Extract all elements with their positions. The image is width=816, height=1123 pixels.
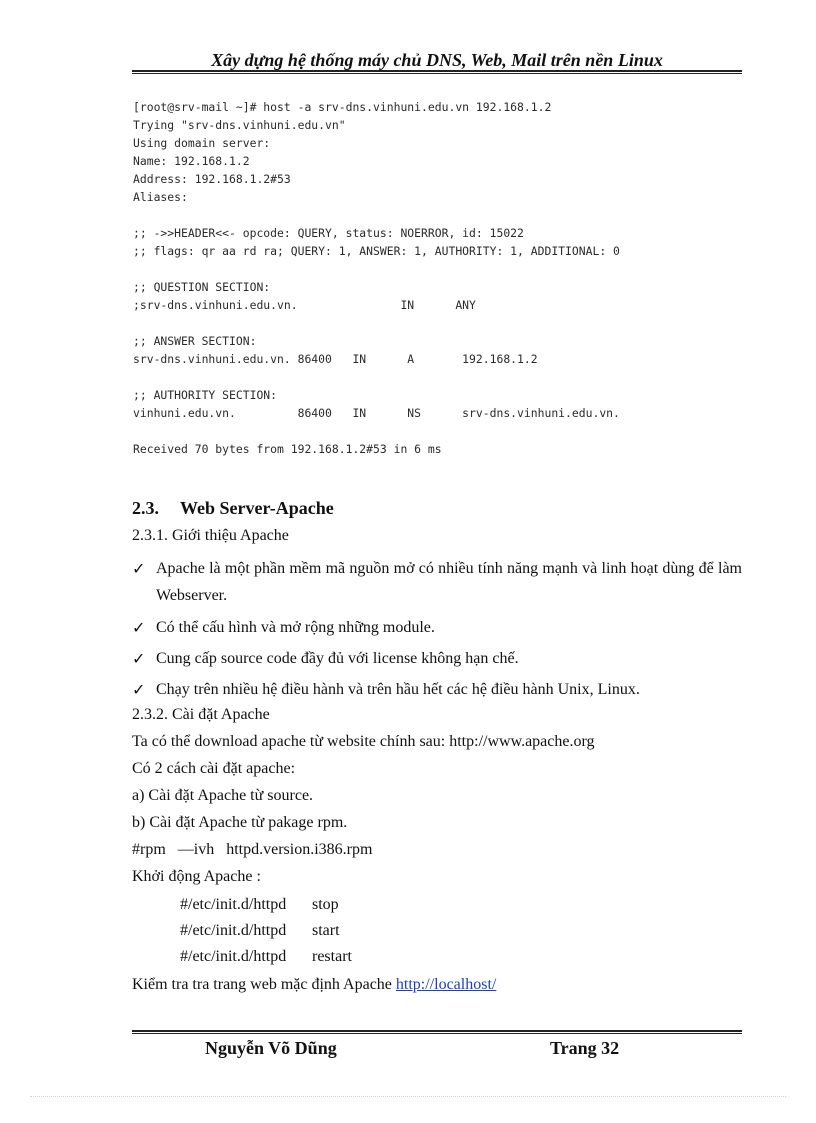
download-text: Ta có thể download apache từ website chính sau: http://www.apache.org [132, 733, 595, 750]
terminal-line: Trying "srv-dns.vinhuni.edu.vn" [133, 118, 346, 132]
checkmark-icon: ✓ [132, 559, 146, 578]
header-rule [132, 70, 742, 74]
bullet-text: Có thể cấu hình và mở rộng những module. [156, 619, 435, 636]
rpm-command: #rpm —ivh httpd.version.i386.rpm [132, 841, 373, 858]
terminal-line [133, 206, 753, 224]
subsection-install-heading: 2.3.2. Cài đặt Apache [132, 706, 270, 723]
footer-page-number: Trang 32 [550, 1038, 620, 1058]
section-title: Web Server-Apache [180, 498, 334, 518]
bullet-item [132, 614, 742, 641]
terminal-line: Name: 192.168.1.2 [133, 154, 250, 168]
bullet-text: Chạy trên nhiều hệ điều hành và trên hầu hết các hệ điều hành Unix, Linux. [156, 681, 640, 698]
terminal-line [133, 260, 753, 278]
subsection-intro-heading: 2.3.1. Giới thiệu Apache [132, 527, 289, 544]
command-arg: start [312, 922, 340, 939]
command-path: #/etc/init.d/httpd [180, 922, 287, 939]
terminal-line: ;; AUTHORITY SECTION: [133, 388, 278, 402]
localhost-link[interactable]: http://localhost/ [395, 976, 497, 993]
bullet-item [132, 555, 742, 609]
bullet-text: Cung cấp source code đầy đủ với license không hạn chế. [156, 650, 519, 667]
footer-rule [132, 1030, 742, 1034]
terminal-line: ;; ANSWER SECTION: [133, 334, 257, 348]
command-path: #/etc/init.d/httpd [180, 948, 287, 965]
install-way-b: b) Cài đặt Apache từ pakage rpm. [132, 814, 348, 831]
bullet-item [132, 645, 742, 672]
terminal-line [133, 422, 753, 440]
command-path: #/etc/init.d/httpd [180, 896, 287, 913]
command-line-start [180, 922, 340, 940]
terminal-line: [root@srv-mail ~]# host -a srv-dns.vinhuni.edu.vn 192.168.1.2 [133, 100, 552, 114]
terminal-line [133, 314, 753, 332]
terminal-line: Received 70 bytes from 192.168.1.2#53 in 6 ms [133, 442, 442, 456]
checkmark-icon: ✓ [132, 649, 146, 668]
command-arg: restart [312, 948, 352, 965]
terminal-line: vinhuni.edu.vn. 86400 IN NS srv-dns.vinhuni.edu.vn. [133, 406, 620, 420]
install-way-a: a) Cài đặt Apache từ source. [132, 787, 314, 804]
terminal-line: ;; flags: qr aa rd ra; QUERY: 1, ANSWER: 1, AUTHORITY: 1, ADDITIONAL: 0 [133, 244, 620, 258]
checkmark-icon: ✓ [132, 618, 146, 637]
install-ways-text: Có 2 cách cài đặt apache: [132, 760, 296, 777]
terminal-output [133, 98, 753, 458]
page-bottom-dotted-border [30, 1096, 786, 1097]
bullet-item [132, 676, 742, 703]
command-line-restart [180, 948, 352, 966]
check-default-page-text: Kiểm tra tra trang web mặc định Apache [132, 976, 392, 993]
terminal-line [133, 368, 753, 386]
bullet-text: Apache là một phần mềm mã nguồn mở có nhiều tính năng mạnh và linh hoạt dùng để làm Webserver. [156, 560, 742, 604]
terminal-line: ;srv-dns.vinhuni.edu.vn. IN ANY [133, 298, 476, 312]
section-heading [132, 498, 334, 519]
terminal-line: ;; QUESTION SECTION: [133, 280, 271, 294]
terminal-line: ;; ->>HEADER<<- opcode: QUERY, status: NOERROR, id: 15022 [133, 226, 524, 240]
terminal-line: Address: 192.168.1.2#53 [133, 172, 291, 186]
start-apache-label: Khởi động Apache : [132, 868, 261, 885]
terminal-line: srv-dns.vinhuni.edu.vn. 86400 IN A 192.168.1.2 [133, 352, 538, 366]
page-header-title: Xây dựng hệ thống máy chủ DNS, Web, Mail trên nền Linux [211, 50, 663, 70]
footer-author-name: Nguyễn Võ Dũng [205, 1038, 337, 1058]
command-line-stop [180, 896, 339, 914]
terminal-line: Aliases: [133, 190, 188, 204]
section-number: 2.3. [132, 498, 159, 518]
checkmark-icon: ✓ [132, 680, 146, 699]
command-arg: stop [312, 896, 339, 913]
check-default-page-line [132, 976, 496, 994]
terminal-line: Using domain server: [133, 136, 271, 150]
